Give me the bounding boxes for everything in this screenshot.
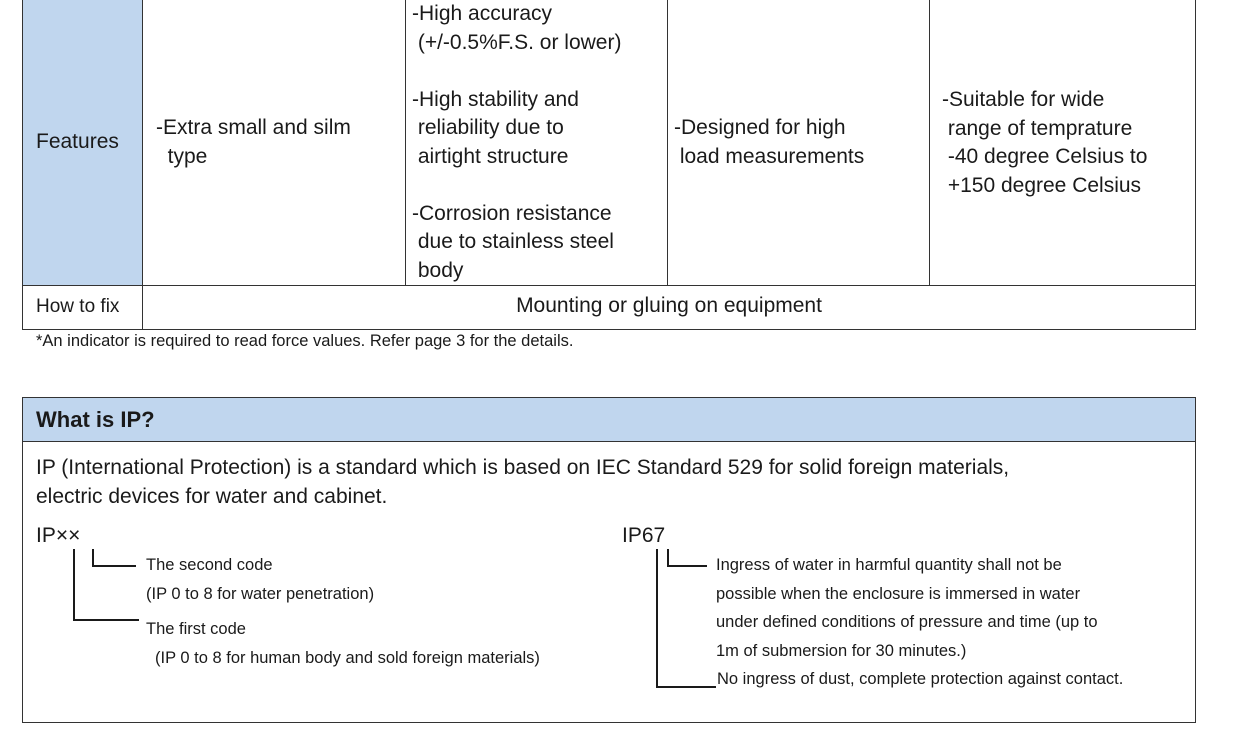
water-desc-line-2: possible when the enclosure is immersed in water <box>716 585 1081 603</box>
table-divider <box>929 0 930 285</box>
features-row-label: Features <box>36 130 119 153</box>
ip-header <box>23 398 1195 442</box>
table-divider <box>22 285 1196 286</box>
ip-description-line-2: electric devices for water and cabinet. <box>36 485 388 508</box>
table-divider <box>667 0 668 285</box>
ip-title: What is IP? <box>36 407 155 432</box>
water-desc-line-1: Ingress of water in harmful quantity shall not be <box>716 556 1062 574</box>
features-cell-2: -High accuracy (+/-0.5%F.S. or lower) -High stability and reliability due to airtight structure -Corrosion resistance due to stainless steel body <box>412 2 622 282</box>
dust-desc: No ingress of dust, complete protection against contact. <box>717 670 1124 688</box>
footnote: *An indicator is required to read force values. Refer page 3 for the details. <box>36 332 574 350</box>
ip-info-box <box>22 397 1196 723</box>
water-desc-line-4: 1m of submersion for 30 minutes.) <box>716 642 967 660</box>
features-cell-3: -Designed for high load measurements <box>674 116 865 168</box>
features-cell-4: -Suitable for wide range of temprature -40 degree Celsius to +150 degree Celsius <box>942 88 1148 197</box>
how-to-fix-value: Mounting or gluing on equipment <box>516 294 822 317</box>
ip-example-code: IP67 <box>622 524 666 547</box>
second-code-desc: (IP 0 to 8 for water penetration) <box>146 585 375 603</box>
table-divider <box>405 0 406 285</box>
first-code-title: The first code <box>146 620 246 638</box>
ip-generic-code: IP×× <box>36 524 81 547</box>
ip-description-line-1: IP (International Protection) is a standard which is based on IEC Standard 529 for solid foreign materials, <box>36 456 1010 479</box>
table-border-left <box>22 0 23 330</box>
water-desc-line-3: under defined conditions of pressure and time (up to <box>716 613 1098 631</box>
spec-table <box>22 0 1196 330</box>
second-code-title: The second code <box>146 556 273 574</box>
first-code-desc: (IP 0 to 8 for human body and sold foreign materials) <box>155 649 540 667</box>
how-to-fix-row-label: How to fix <box>36 296 120 317</box>
table-border-bottom <box>22 329 1196 330</box>
table-divider <box>142 0 143 330</box>
table-border-right <box>1195 0 1196 330</box>
features-cell-1: -Extra small and silm type <box>156 116 351 168</box>
